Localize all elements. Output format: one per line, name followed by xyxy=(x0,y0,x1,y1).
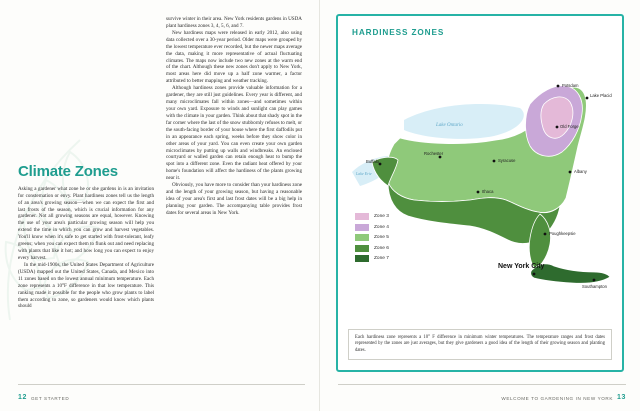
body-paragraph: survive winter in their area. New York residents gardens in USDA plant hardiness zones 3, 4, 5, 6, and 7. xyxy=(166,16,302,29)
legend-swatch-zone-7 xyxy=(354,254,370,263)
city-dot xyxy=(477,191,480,194)
city-dot xyxy=(533,273,536,276)
city-label-rochester: Rochester xyxy=(424,151,444,156)
legend-label-zone-3: Zone 3 xyxy=(374,214,389,219)
city-label-albany: Albany xyxy=(574,169,587,174)
legend-label-zone-5: Zone 5 xyxy=(374,235,389,240)
right-page-footer xyxy=(338,384,626,401)
body-paragraph: Asking a gardener what zone he or she gardens in is an invitation for consternation or envy. Plant hardiness zones tell us the length of an area's growing season—when we can expect the first and last frosts of the season, which is crucial information for any gardener. Not all growing seasons are equal, however. Knowing the use of your area's particular growing season will help you extend the time in which you can grow and harvest vegetables. You'll know when it's safe to get started with frost-tolerant, leafy greens; when you can expect them to flunk out and need replacing with plants that like it hot; and how long you can expect to enjoy every harvest. xyxy=(18,185,154,261)
left-column-one xyxy=(18,16,154,377)
legend-swatch-zone-4 xyxy=(354,223,370,232)
city-dot xyxy=(493,160,496,163)
legend-item xyxy=(354,223,400,232)
lake-ontario-label: Lake Ontario xyxy=(436,123,463,128)
legend-item xyxy=(354,244,400,253)
lake-erie-label: Lake Erie xyxy=(356,171,372,176)
legend-label-zone-4: Zone 4 xyxy=(374,224,389,230)
city-label-potsdam: Potsdam xyxy=(562,83,579,88)
footer-label: GET STARTED xyxy=(31,395,70,401)
city-dot xyxy=(586,97,589,100)
city-label-new-york-city: New York City xyxy=(498,263,545,270)
legend-swatch-zone-3 xyxy=(354,212,370,221)
legend-item xyxy=(354,254,400,263)
page-title: Climate Zones xyxy=(18,163,118,180)
folio-number: 13 xyxy=(617,394,626,401)
city-dot xyxy=(379,163,382,166)
legend-swatch-zone-6 xyxy=(354,244,370,253)
city-dot xyxy=(544,233,547,236)
city-dot xyxy=(569,171,572,174)
body-paragraph: Obviously, you have more to consider than your hardiness zone and the length of your growing season, but having a reasonable idea of your area's first and last frost dates will be a big help in planning your garden. The accompanying table provides frost dates for several areas in New York. xyxy=(166,182,302,216)
left-page-footer xyxy=(18,384,305,401)
legend-label-zone-6: Zone 6 xyxy=(374,245,389,251)
legend-item xyxy=(354,233,400,242)
body-paragraph: In the mid-1900s, the United States Department of Agriculture (USDA) mapped out the United States, Canada, and Mexico into 11 zones based on the lowest annual minimum temperature. Each zone represents a 10°F difference in that low temperature. This ranking made it possible for the people who grow plants to label them according to zone, so gardeners would know which plants should xyxy=(18,261,154,310)
map-caption xyxy=(348,329,612,360)
lake-ontario-shape xyxy=(404,104,524,139)
city-label-syracuse: Syracuse xyxy=(498,158,516,163)
city-label-old-forge: Old Forge xyxy=(560,124,579,129)
city-label-southampton: Southampton xyxy=(582,284,607,289)
city-dot xyxy=(556,126,559,129)
city-dot xyxy=(557,85,560,88)
legend-item xyxy=(354,212,400,221)
hardiness-map-panel xyxy=(336,14,624,372)
map-legend xyxy=(354,212,400,265)
map-caption-text: Each hardiness zone represents a 10° F difference in minimum winter temperatures. The temperature ranges and frost dates represented by the zones are just averages, but they give gardeners a good idea of the length of their growing season and planting dates. xyxy=(355,334,605,353)
city-dot xyxy=(439,156,442,159)
left-column-two xyxy=(166,16,302,377)
footer-label: WELCOME TO GARDENING IN NEW YORK xyxy=(501,395,613,401)
right-page xyxy=(320,0,640,411)
body-paragraph: Although hardiness zones provide valuable information for a gardener, they are still just guidelines. Every year is different, and many microclimates fall within zones—and sometimes within your own yard. Exposure to winds and sunlight can play games with the climate in your garden. Think about that shady spot in the far corner where the last of the snow stubbornly refuses to melt, or the south-facing border of your house where the first daffodils put in an appearance each spring, weeks before they show color in other areas of your yard. You can even create your own garden microclimates by putting up walls and windbreaks. An enclosed courtyard or walled garden can retain enough heat to bump the spot into a different zone. Even the radiant heat offered by your home's foundation will affect the hardiness of the plants growing near it. xyxy=(166,85,302,182)
city-label-buffalo: Buffalo xyxy=(366,159,379,164)
city-label-ithaca: Ithaca xyxy=(482,189,494,194)
legend-label-zone-7: Zone 7 xyxy=(374,256,389,261)
map-title: HARDINESS ZONES xyxy=(352,28,445,37)
folio-number: 12 xyxy=(18,394,27,401)
city-dot xyxy=(593,279,596,282)
city-label-lake-placid: Lake Placid xyxy=(590,93,612,98)
new-york-state-map xyxy=(344,42,620,310)
legend-swatch-zone-5 xyxy=(354,233,370,242)
body-paragraph: New hardiness maps were released in early 2012, also using data collected over a 30-year period. Older maps were grouped by the lowest temperature ever recorded, but the newer maps average the data, making it more representative of actual fluctuating climates. The maps now include two new zones at the warm end of the chart. Although these new zones don't apply to New York, most areas here did move up a half zone warmer, a factor attributed to better mapping and weather tracking. xyxy=(166,29,302,85)
left-page-columns xyxy=(18,16,305,377)
city-label-poughkeepsie: Poughkeepsie xyxy=(549,231,576,236)
